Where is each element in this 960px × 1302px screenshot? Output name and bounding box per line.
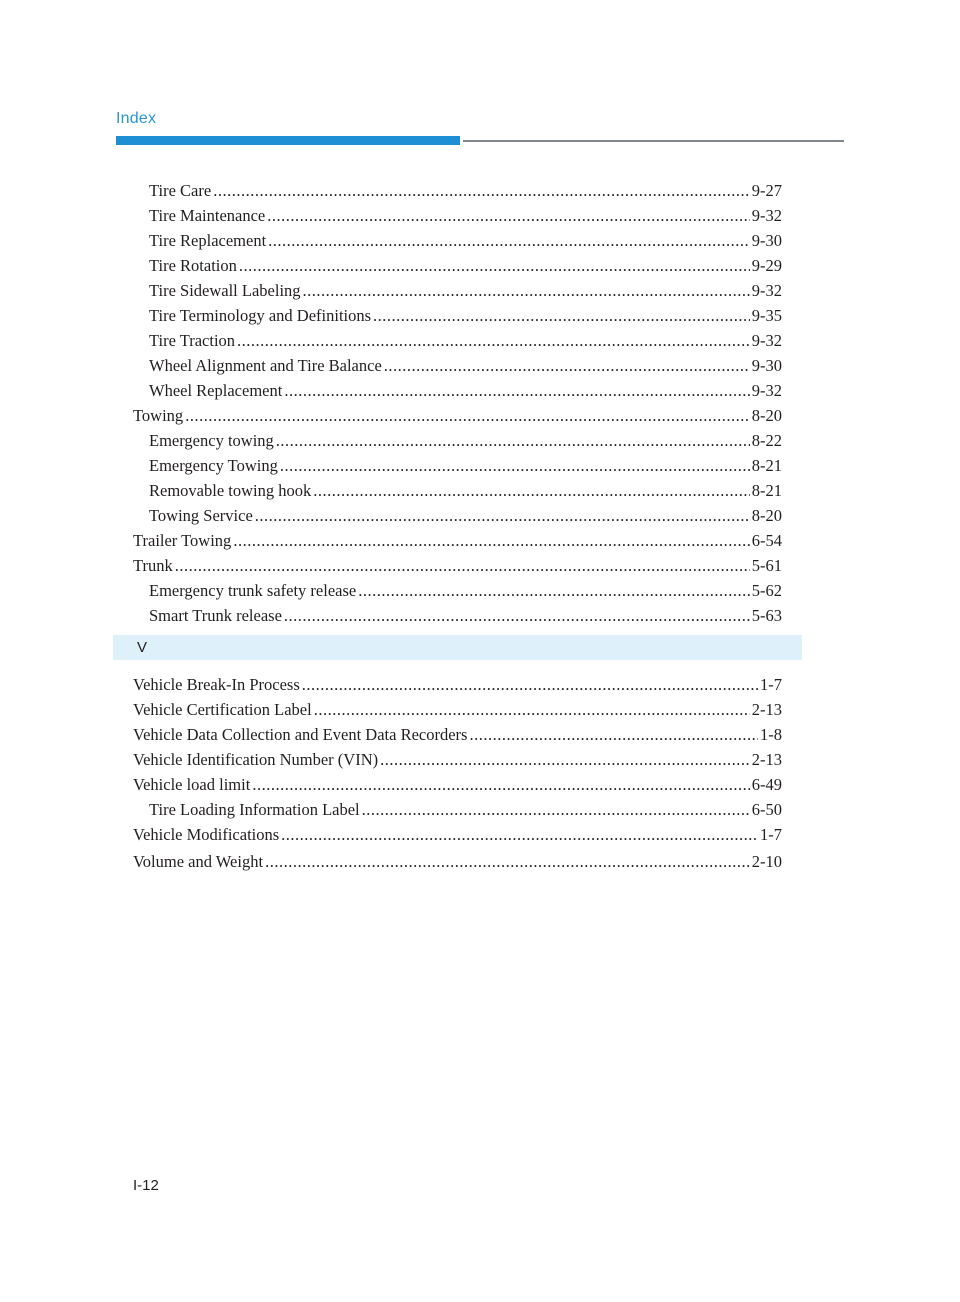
index-entry-page: 9-27 bbox=[751, 181, 782, 200]
dot-leader bbox=[303, 278, 750, 303]
index-entry-label: Tire Sidewall Labeling bbox=[149, 281, 301, 300]
dot-leader bbox=[265, 849, 750, 874]
index-entry bbox=[133, 503, 782, 528]
index-entry-label: Tire Traction bbox=[149, 331, 236, 350]
dot-leader bbox=[313, 478, 750, 503]
index-entry-label: Removable towing hook bbox=[149, 481, 312, 500]
index-entry-page: 1-7 bbox=[760, 825, 782, 844]
index-entry bbox=[133, 278, 782, 303]
index-entry bbox=[133, 747, 782, 772]
index-entry-page: 8-20 bbox=[751, 506, 782, 525]
index-entry-label: Vehicle load limit bbox=[133, 775, 251, 794]
index-entry-page: 1-7 bbox=[760, 675, 782, 694]
section-header-v bbox=[113, 635, 802, 660]
index-entry bbox=[133, 203, 782, 228]
dot-leader bbox=[358, 578, 750, 603]
index-entry-label: Tire Maintenance bbox=[149, 206, 266, 225]
index-entry bbox=[133, 303, 782, 328]
index-entry bbox=[133, 178, 782, 203]
index-entry bbox=[133, 478, 782, 503]
index-entry-page: 5-63 bbox=[751, 606, 782, 625]
dot-leader bbox=[314, 697, 750, 722]
index-entry-label: Volume and Weight bbox=[133, 852, 264, 871]
index-entry-label: Vehicle Data Collection and Event Data Recorders bbox=[133, 725, 468, 744]
index-entry-label: Trunk bbox=[133, 556, 173, 575]
index-entry-page: 9-32 bbox=[751, 381, 782, 400]
index-entry bbox=[133, 378, 782, 403]
index-entry-label: Tire Replacement bbox=[149, 231, 267, 250]
dot-leader bbox=[362, 797, 750, 822]
index-entry-label: Vehicle Modifications bbox=[133, 825, 280, 844]
index-entry-page: 2-10 bbox=[751, 852, 782, 871]
index-entry-page: 9-35 bbox=[751, 306, 782, 325]
dot-leader bbox=[469, 722, 758, 747]
index-entry-page: 8-20 bbox=[751, 406, 782, 425]
index-list bbox=[133, 178, 782, 874]
index-entry-page: 5-61 bbox=[751, 556, 782, 575]
index-entry-label: Emergency trunk safety release bbox=[149, 581, 357, 600]
dot-leader bbox=[237, 328, 750, 353]
index-entry-page: 2-13 bbox=[751, 700, 782, 719]
index-entry-page: 9-30 bbox=[751, 356, 782, 375]
dot-leader bbox=[239, 253, 750, 278]
index-entry bbox=[133, 849, 782, 874]
index-entry-label: Towing Service bbox=[149, 506, 253, 525]
index-entry bbox=[133, 403, 782, 428]
dot-leader bbox=[302, 672, 758, 697]
index-entry-label: Emergency Towing bbox=[149, 456, 278, 475]
index-entry-label: Emergency towing bbox=[149, 431, 274, 450]
index-entry-page: 1-8 bbox=[760, 725, 782, 744]
dot-leader bbox=[284, 378, 749, 403]
dot-leader bbox=[252, 772, 749, 797]
index-entry bbox=[133, 453, 782, 478]
dot-leader bbox=[185, 403, 750, 428]
index-entry-label: Tire Care bbox=[149, 181, 212, 200]
index-entry-page: 6-49 bbox=[751, 775, 782, 794]
index-entry bbox=[133, 578, 782, 603]
dot-leader bbox=[373, 303, 750, 328]
dot-leader bbox=[267, 203, 750, 228]
index-entry-label: Wheel Alignment and Tire Balance bbox=[149, 356, 382, 375]
dot-leader bbox=[213, 178, 750, 203]
index-entry bbox=[133, 353, 782, 378]
index-entry-label: Towing bbox=[133, 406, 184, 425]
index-entry-page: 8-21 bbox=[751, 481, 782, 500]
dot-leader bbox=[380, 747, 750, 772]
index-entry-label: Vehicle Identification Number (VIN) bbox=[133, 750, 379, 769]
index-entry-page: 9-32 bbox=[751, 206, 782, 225]
index-entry-page: 8-21 bbox=[751, 456, 782, 475]
dot-leader bbox=[276, 428, 750, 453]
index-entry-label: Smart Trunk release bbox=[149, 606, 282, 625]
header-title: Index bbox=[116, 110, 157, 127]
index-entry bbox=[133, 797, 782, 822]
index-entry-page: 6-50 bbox=[751, 800, 782, 819]
header-bar-accent bbox=[116, 136, 460, 145]
index-entry-page: 9-30 bbox=[751, 231, 782, 250]
index-entry-label: Tire Terminology and Definitions bbox=[149, 306, 372, 325]
index-entry-label: Tire Rotation bbox=[149, 256, 237, 275]
dot-leader bbox=[280, 453, 750, 478]
dot-leader bbox=[233, 528, 749, 553]
index-entry bbox=[133, 528, 782, 553]
index-entry-label: Vehicle Certification Label bbox=[133, 700, 312, 719]
index-entry-page: 2-13 bbox=[751, 750, 782, 769]
index-entry bbox=[133, 428, 782, 453]
index-entry-page: 9-32 bbox=[751, 331, 782, 350]
dot-leader bbox=[284, 603, 750, 628]
dot-leader bbox=[175, 553, 750, 578]
index-entry-page: 5-62 bbox=[751, 581, 782, 600]
index-entry-label: Vehicle Break-In Process bbox=[133, 675, 300, 694]
index-entry bbox=[133, 603, 782, 628]
dot-leader bbox=[255, 503, 750, 528]
page-number: I-12 bbox=[133, 1177, 159, 1194]
header-bar-rule bbox=[463, 140, 844, 142]
dot-leader bbox=[384, 353, 750, 378]
dot-leader bbox=[268, 228, 750, 253]
index-group-t bbox=[133, 178, 782, 628]
index-group-v bbox=[133, 672, 782, 874]
index-entry-page: 6-54 bbox=[751, 531, 782, 550]
index-entry bbox=[133, 228, 782, 253]
index-entry bbox=[133, 253, 782, 278]
index-entry bbox=[133, 722, 782, 747]
section-letter: V bbox=[137, 639, 148, 656]
index-entry bbox=[133, 822, 782, 847]
index-entry-label: Tire Loading Information Label bbox=[149, 800, 360, 819]
index-entry-page: 9-29 bbox=[751, 256, 782, 275]
index-entry-page: 8-22 bbox=[751, 431, 782, 450]
index-entry bbox=[133, 328, 782, 353]
dot-leader bbox=[281, 822, 758, 847]
index-entry bbox=[133, 697, 782, 722]
index-entry-label: Trailer Towing bbox=[133, 531, 232, 550]
index-entry bbox=[133, 672, 782, 697]
index-entry bbox=[133, 772, 782, 797]
index-entry bbox=[133, 553, 782, 578]
index-entry-label: Wheel Replacement bbox=[149, 381, 283, 400]
index-entry-page: 9-32 bbox=[751, 281, 782, 300]
